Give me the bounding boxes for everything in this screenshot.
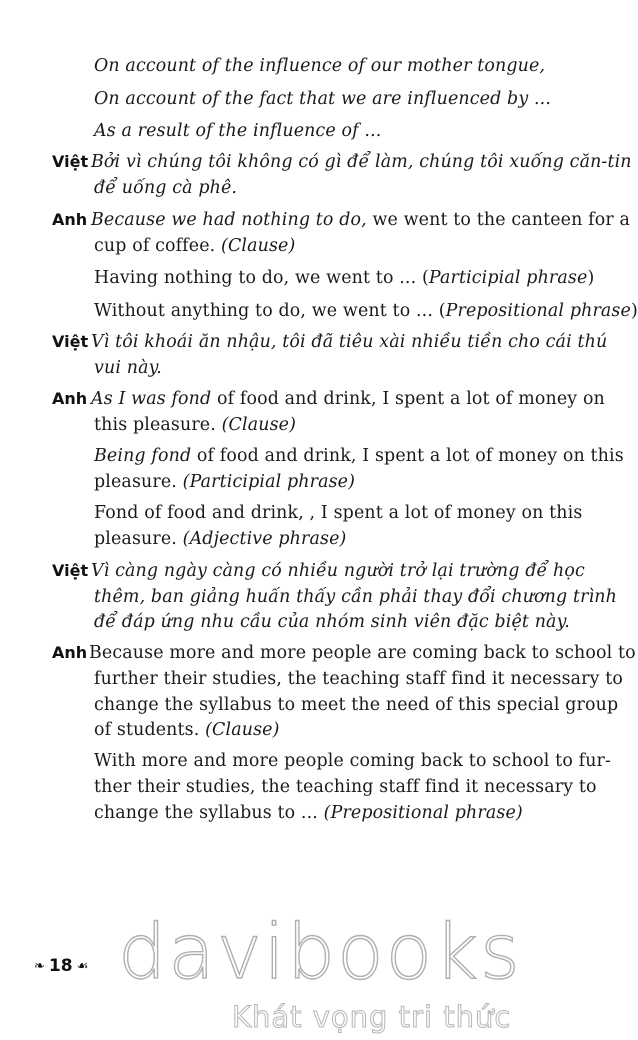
anh-label: Anh xyxy=(52,210,88,229)
anh-line: change the syllabus to meet the need of this special group xyxy=(94,695,619,715)
alt-line xyxy=(94,472,355,492)
text: we went to the canteen for a xyxy=(366,210,631,230)
watermark-logo: davibooks xyxy=(118,907,522,996)
anh-line xyxy=(91,210,630,230)
ornament-icon: ☙ xyxy=(76,958,89,974)
text: of students. xyxy=(94,720,206,740)
text: change the syllabus to ... xyxy=(94,803,324,823)
intro-line: On account of the fact that we are influenced by ... xyxy=(94,89,552,109)
text: of food and drink, I spent a lot of money on this xyxy=(191,446,624,466)
emphasis: Because we had nothing to do, xyxy=(91,210,367,230)
anh-line xyxy=(94,720,280,740)
construction-type: (Clause) xyxy=(221,415,297,435)
anh-line xyxy=(94,236,295,256)
viet-line: vui này. xyxy=(94,358,162,378)
text: ) xyxy=(630,301,638,321)
anh-line xyxy=(94,415,296,435)
text: ) xyxy=(587,268,595,288)
viet-line: Vì càng ngày càng có nhiều người trở lại trường để học xyxy=(91,561,585,581)
alt-line xyxy=(94,268,594,288)
viet-line: thêm, ban giảng huấn thấy cần phải thay đổi chương trình xyxy=(94,587,617,607)
construction-type: (Adjective phrase) xyxy=(182,529,347,549)
viet-label: Việt xyxy=(52,152,89,171)
alt-line xyxy=(94,803,523,823)
text: pleasure. xyxy=(94,472,183,492)
ornament-icon: ❧ xyxy=(34,958,45,974)
page-number-text: 18 xyxy=(48,956,73,976)
anh-line: Because more and more people are coming back to school to xyxy=(89,643,636,663)
construction-type: Prepositional phrase xyxy=(445,301,631,321)
text: Without anything to do, we went to ... ( xyxy=(94,301,446,321)
viet-line: để đáp ứng nhu cầu của nhóm sinh viên đặc biệt này. xyxy=(94,612,570,632)
alt-line xyxy=(94,529,346,549)
emphasis: As I was fond xyxy=(91,389,212,409)
construction-type: (Clause) xyxy=(221,236,296,256)
alt-line xyxy=(94,446,624,466)
alt-line xyxy=(94,301,638,321)
anh-label: Anh xyxy=(52,643,88,662)
intro-line: As a result of the influence of ... xyxy=(94,121,382,141)
text: this pleasure. xyxy=(94,415,222,435)
alt-line: With more and more people coming back to school to fur- xyxy=(94,751,612,771)
viet-line: Vì tôi khoái ăn nhậu, tôi đã tiêu xài nhiều tiền cho cái thú xyxy=(91,332,608,352)
viet-line: để uống cà phê. xyxy=(94,178,238,198)
intro-line: On account of the influence of our mother tongue, xyxy=(94,56,546,76)
anh-line: further their studies, the teaching staff find it necessary to xyxy=(94,669,624,689)
alt-line: ther their studies, the teaching staff find it necessary to xyxy=(94,777,597,797)
viet-label: Việt xyxy=(52,561,89,580)
construction-type: Participial phrase xyxy=(428,268,588,288)
anh-label: Anh xyxy=(52,389,88,408)
construction-type: (Prepositional phrase) xyxy=(323,803,523,823)
text: of food and drink, I spent a lot of money on xyxy=(211,389,605,409)
text: pleasure. xyxy=(94,529,183,549)
emphasis: Being fond xyxy=(94,446,192,466)
viet-label: Việt xyxy=(52,332,89,351)
construction-type: (Clause) xyxy=(205,720,280,740)
page-number xyxy=(34,954,88,978)
text: Having nothing to do, we went to ... ( xyxy=(94,268,429,288)
alt-line: Fond of food and drink, , I spent a lot of money on this xyxy=(94,503,583,523)
text: cup of coffee. xyxy=(94,236,222,256)
viet-line: Bởi vì chúng tôi không có gì để làm, chúng tôi xuống căn-tin xyxy=(91,152,632,172)
watermark-tagline: Khát vọng tri thức xyxy=(232,1000,512,1034)
construction-type: (Participial phrase) xyxy=(182,472,356,492)
anh-line xyxy=(91,389,605,409)
